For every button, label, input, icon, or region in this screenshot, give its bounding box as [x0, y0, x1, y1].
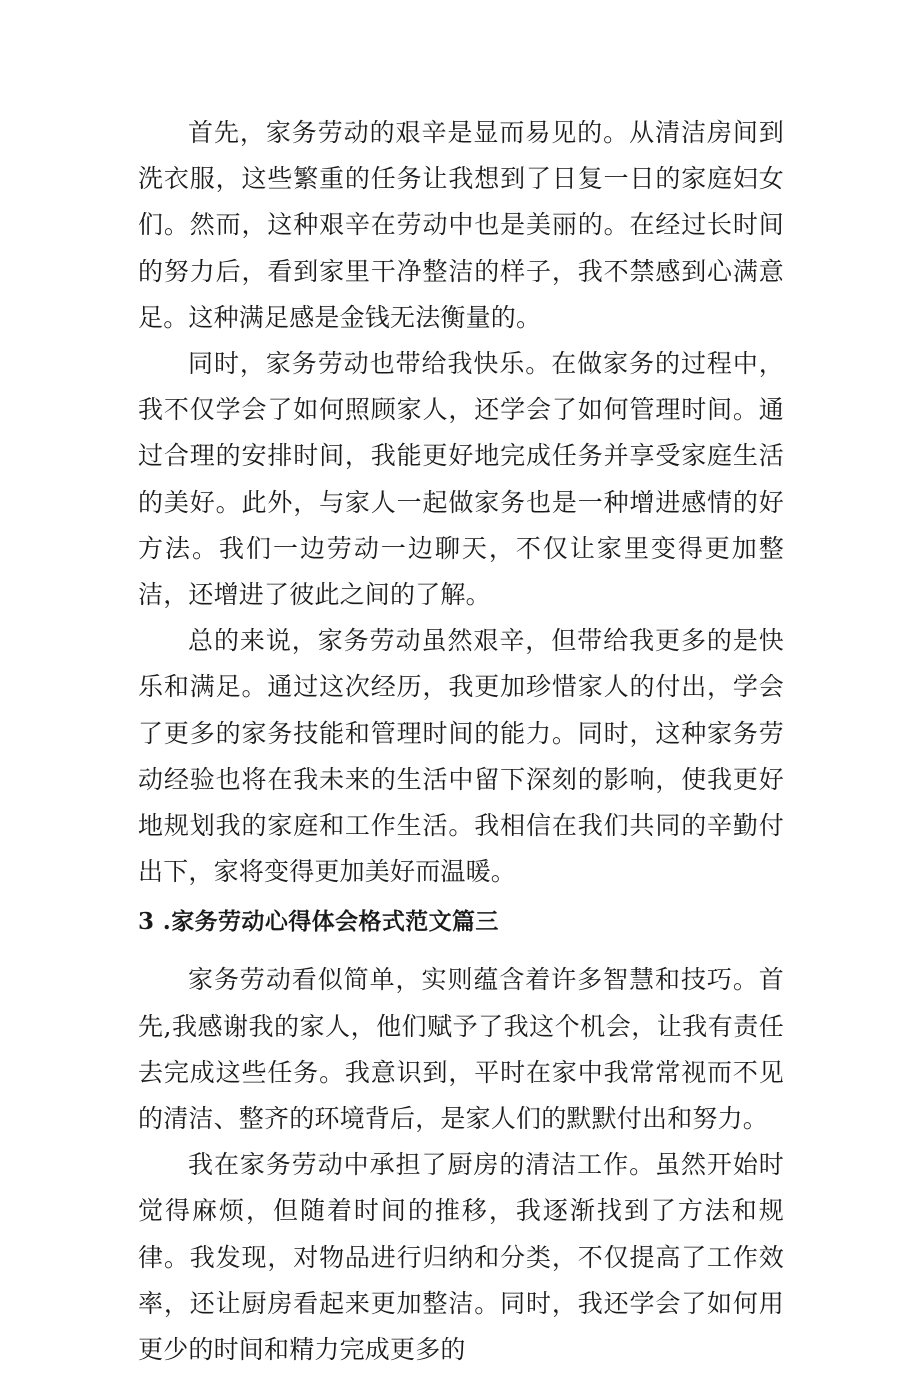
paragraph-kitchen: 我在家务劳动中承担了厨房的清洁工作。虽然开始时觉得麻烦，但随着时间的推移，我逐渐找到了方法和规律。我发现，对物品进行归纳和分类，不仅提高了工作效率，还让厨房看起来更加整洁。同时，我还学会了如何用更少的时间和精力完成更多的	[138, 1150, 784, 1365]
section-heading: 3 .家务劳动心得体会格式范文篇三	[138, 908, 499, 936]
paragraph-happiness: 同时，家务劳动也带给我快乐。在做家务的过程中，我不仅学会了如何照顾家人，还学会了如何管理时间。通过合理的安排时间，我能更好地完成任务并享受家庭生活的美好。此外，与家人一起做家务也是一种增进感情的好方法。我们一边劳动一边聊天，不仅让家里变得更加整洁，还增进了彼此之间的了解。	[138, 349, 784, 610]
document-body	[138, 110, 784, 1373]
paragraph-hardship: 首先，家务劳动的艰辛是显而易见的。从清洁房间到洗衣服，这些繁重的任务让我想到了日复一日的家庭妇女们。然而，这种艰辛在劳动中也是美丽的。在经过长时间的努力后，看到家里干净整洁的样子，我不禁感到心满意足。这种满足感是金钱无法衡量的。	[138, 118, 784, 332]
paragraph-wisdom: 家务劳动看似简单，实则蕴含着许多智慧和技巧。首先,我感谢我的家人，他们赋予了我这个机会，让我有责任去完成这些任务。我意识到，平时在家中我常常视而不见的清洁、整齐的环境背后，是家人们的默默付出和努力。	[138, 965, 784, 1134]
paragraph-summary: 总的来说，家务劳动虽然艰辛，但带给我更多的是快乐和满足。通过这次经历，我更加珍惜家人的付出，学会了更多的家务技能和管理时间的能力。同时，这种家务劳动经验也将在我未来的生活中留下深刻的影响，使我更好地规划我的家庭和工作生活。我相信在我们共同的辛勤付出下，家将变得更加美好而温暖。	[138, 626, 784, 887]
